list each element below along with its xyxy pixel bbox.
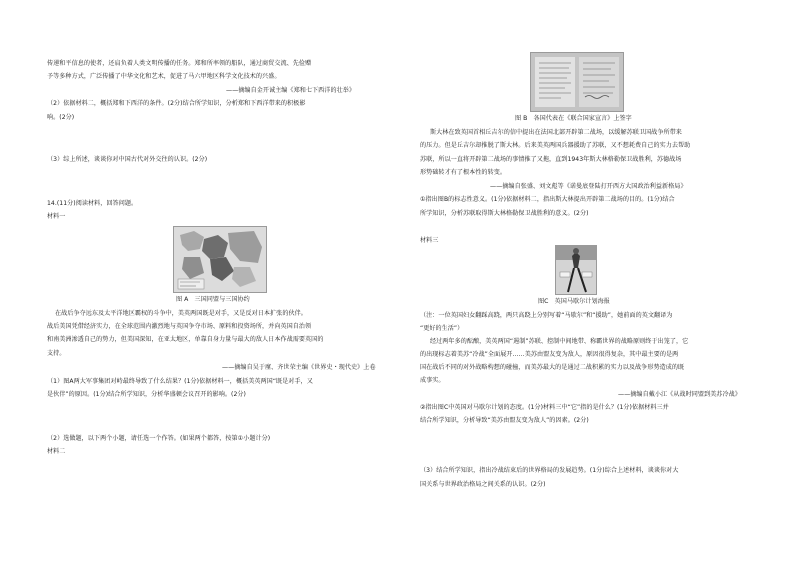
material-3-label: 材料三 bbox=[420, 237, 439, 244]
qa-line-2: 所学知识，分析苏联取得斯大林格勒保卫战胜利的意义。(2分) bbox=[420, 210, 589, 217]
figure-b-photo bbox=[530, 52, 624, 112]
material-3-line-2: 的出现标志着美苏“冷战”全面展开……美苏由盟友变为敌人，原因很得复杂，其中最主要的是两 bbox=[420, 351, 679, 358]
declaration-document-photo bbox=[531, 53, 623, 111]
material-2-line-4: 形势础转才有了根本性的转变。 bbox=[420, 169, 507, 176]
intro-source: ——摘编自金开诚主编《郑和七下西洋的壮举》 bbox=[226, 87, 356, 94]
marshall-plan-poster bbox=[556, 246, 596, 294]
note-line-1: （注：一位英国妇女翻踩高跷，两只高跷上分别写着“马歇尔”和“援助”，她前面的英文翻译为 bbox=[420, 312, 673, 319]
material-2-line-3: 苏联，所以一直将开辟第二战场的事情推了又拖，直到1943年斯大林格勒保卫战胜利，苏德战场 bbox=[420, 156, 682, 163]
europe-map-illustration bbox=[174, 227, 266, 292]
material-1-line-4: 支持。 bbox=[47, 350, 66, 357]
q3-right-line-1: （3）结合所学知识，指出冷战结束后的世界格局的发展趋势。(1分)综合上述材料，谈谈你对大 bbox=[420, 467, 679, 474]
material-2-line-1: 斯大林在致英国首相丘吉尔的信中提出在法国北部开辟第二战场，以缓解苏联卫国战争所带来 bbox=[430, 129, 682, 136]
note-line-2: “更好的生活”） bbox=[420, 325, 464, 332]
figure-a-caption: 图 A 三国同盟与三国协约 bbox=[176, 296, 250, 303]
material-3-source: ——摘编自戴小江《从战时同盟到美苏冷战》 bbox=[618, 391, 741, 398]
material-2-line-2: 的压力。但是丘吉尔却推脱了斯大林。后来美英两国兵器援助了苏联，又不想耗费自己的实力去帮助 bbox=[420, 142, 691, 149]
material-2-label: 材料二 bbox=[47, 448, 66, 455]
q14-heading: 14.(11分)阅读材料，回答问题。 bbox=[47, 200, 138, 207]
figure-c-caption: 图C 英国马歇尔计划海报 bbox=[538, 298, 610, 305]
qb-line-2: 结合所学知识，分析导致“美苏由盟友变为敌人”的因素。(2分) bbox=[420, 417, 589, 424]
q2-line-2: 响。(2分) bbox=[47, 114, 75, 121]
material-3-line-3: 国在战后不同的对外战略构想的碰撞，而美苏最大的是通过二战积累的实力以及战争形势造成的既 bbox=[420, 364, 685, 371]
intro-line-1: 传递和平信息的使者，还肩负着人类文明传播的任务。郑和所率领的船队，通过商贸交流、先俭赠 bbox=[47, 60, 312, 67]
q1-line-1: （1）图A两大军事集团对峙最终导致了什么结果？(1分)依据材料一，概括美英两国“既是对手，又 bbox=[47, 378, 313, 385]
figure-c-poster bbox=[555, 245, 597, 295]
figure-b-caption: 图 B 各国代表在《联合国家宣言》上签字 bbox=[515, 115, 632, 122]
material-1-line-1: 在战后争夺远东及太平洋地区霸权的斗争中，美英两国既是对手，又是反对日本扩张的伙伴。 bbox=[55, 310, 307, 317]
q3-right-line-2: 国关系与世界政治格局之间关系的认识。(2分) bbox=[420, 481, 546, 488]
material-1-line-2: 战后美国凭借经济实力，在全球范围内激烈地与英国争夺市场、原料和投资场所，并向英国自治领 bbox=[47, 323, 312, 330]
choice-instruction: （2）选做题，以下两个小题，请任选一个作答。(如果两个都答，按第①小题计分) bbox=[47, 435, 271, 442]
qa-line-1: ①指出图B的标志性意义。(1分)依据材料二，指出斯大林提出开辟第二战场的目的。(1分)结合 bbox=[420, 196, 675, 203]
material-1-label: 材料一 bbox=[47, 213, 66, 220]
material-3-line-4: 成事实。 bbox=[420, 377, 445, 384]
qb-line-1: ②指出图C中英国对马歇尔计划的态度。(1分)材料三中“它”指的是什么？(1分)依据材料三并 bbox=[420, 404, 669, 411]
figure-a-map bbox=[173, 226, 267, 293]
q2-line-1: （2）依据材料二，概括郑和下西洋的条件。(2分)结合所学知识，分析郑和下西洋带来的积极影 bbox=[47, 100, 306, 107]
material-1-line-3: 和南美洲渗透自己的势力，但美国深知，在亚太地区，单靠自身力量与最大的敌人日本作战需要英国的 bbox=[47, 336, 324, 343]
q3-left: （3）综上所述，谈谈你对中国古代对外交往的认识。(2分) bbox=[47, 156, 208, 163]
material-3-line-1: 经过两年多的酝酿，美英两国“遏制”苏联、控制中间地带、称霸世界的战略原则终于出笼了，它 bbox=[430, 338, 689, 345]
intro-line-2: 予等多种方式，广泛传播了中华文化和艺术，促进了马六甲地区科学文化技术的兴盛。 bbox=[47, 73, 281, 80]
material-2-source: ——摘编自张盛、刘文彪等《诺曼底登陆打开西方大国政治利益新格局》 bbox=[490, 183, 687, 190]
material-1-source: ——摘编自吴于廑、齐世荣主编《世界史・现代史》上卷 bbox=[222, 364, 376, 371]
q1-line-2: 是伙伴”的原因。(1分)结合所学知识，分析华盛顿会议召开的影响。(2分) bbox=[47, 391, 246, 398]
